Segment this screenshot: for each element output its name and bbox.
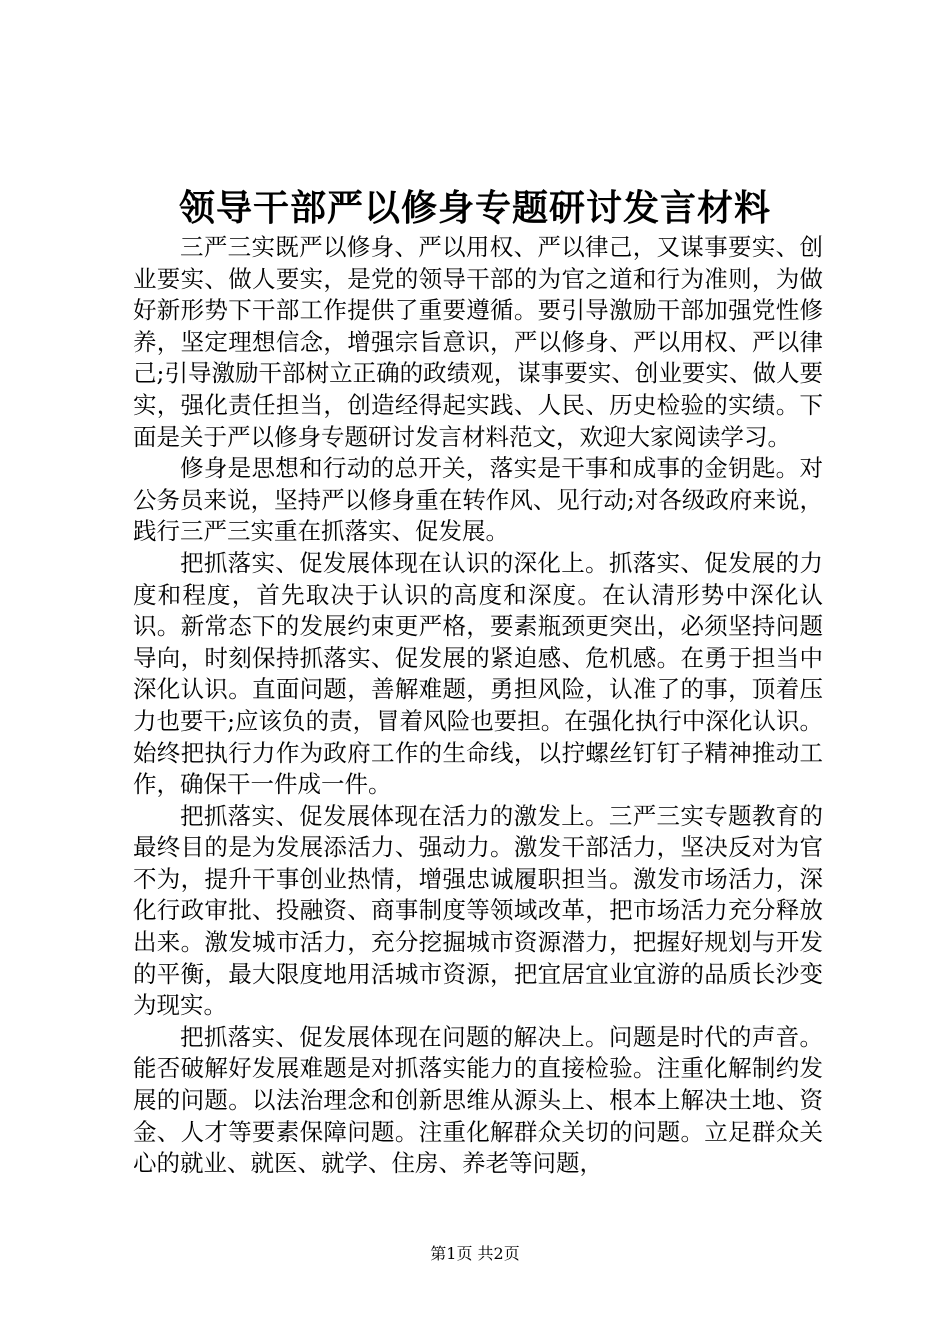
page-footer: 第1页 共2页 xyxy=(430,1244,520,1263)
paragraph-understanding: 把抓落实、促发展体现在认识的深化上。抓落实、促发展的力度和程度，首先取决于认识的高度和深度。在认清形势中深化认识。新常态下的发展约束更严格，要素瓶颈更突出，必须坚持问题导向，时刻保持抓落实、促发展的紧迫感、危机感。在勇于担当中深化认识。直面问题，善解难题，勇担风险，认准了的事，顶着压力也要干;应该负的责，冒着风险也要担。在强化执行中深化认识。始终把执行力作为政府工作的生命线，以拧螺丝钉钉子精神推动工作，确保干一件成一件。 xyxy=(133,548,823,799)
paragraph-intro: 三严三实既严以修身、严以用权、严以律己，又谋事要实、创业要实、做人要实，是党的领导干部的为官之道和行为准则，为做好新形势下干部工作提供了重要遵循。要引导激励干部加强党性修养，坚定理想信念，增强宗旨意识，严以修身、严以用权、严以律己;引导激励干部树立正确的政绩观，谋事要实、创业要实、做人要实，强化责任担当，创造经得起实践、人民、历史检验的实绩。下面是关于严以修身专题研讨发言材料范文，欢迎大家阅读学习。 xyxy=(133,233,823,451)
document-title: 领导干部严以修身专题研讨发言材料 xyxy=(178,187,771,229)
paragraph-self-cultivation: 修身是思想和行动的总开关，落实是干事和成事的金钥匙。对公务员来说，坚持严以修身重在转作风、见行动;对各级政府来说，践行三严三实重在抓落实、促发展。 xyxy=(133,454,823,546)
paragraph-problem-solving: 把抓落实、促发展体现在问题的解决上。问题是时代的声音。能否破解好发展难题是对抓落实能力的直接检验。注重化解制约发展的问题。以法治理念和创新思维从源头上、根本上解决土地、资金、人才等要素保障问题。注重化解群众关切的问题。立足群众关心的就业、就医、就学、住房、养老等问题， xyxy=(133,1022,823,1178)
document-body xyxy=(133,232,823,1180)
paragraph-vitality: 把抓落实、促发展体现在活力的激发上。三严三实专题教育的最终目的是为发展添活力、强动力。激发干部活力，坚决反对为官不为，提升干事创业热情，增强忠诚履职担当。激发市场活力，深化行政审批、投融资、商事制度等领域改革，把市场活力充分释放出来。激发城市活力，充分挖掘城市资源潜力，把握好规划与开发的平衡，最大限度地用活城市资源，把宜居宜业宜游的品质长沙变为现实。 xyxy=(133,801,823,1020)
